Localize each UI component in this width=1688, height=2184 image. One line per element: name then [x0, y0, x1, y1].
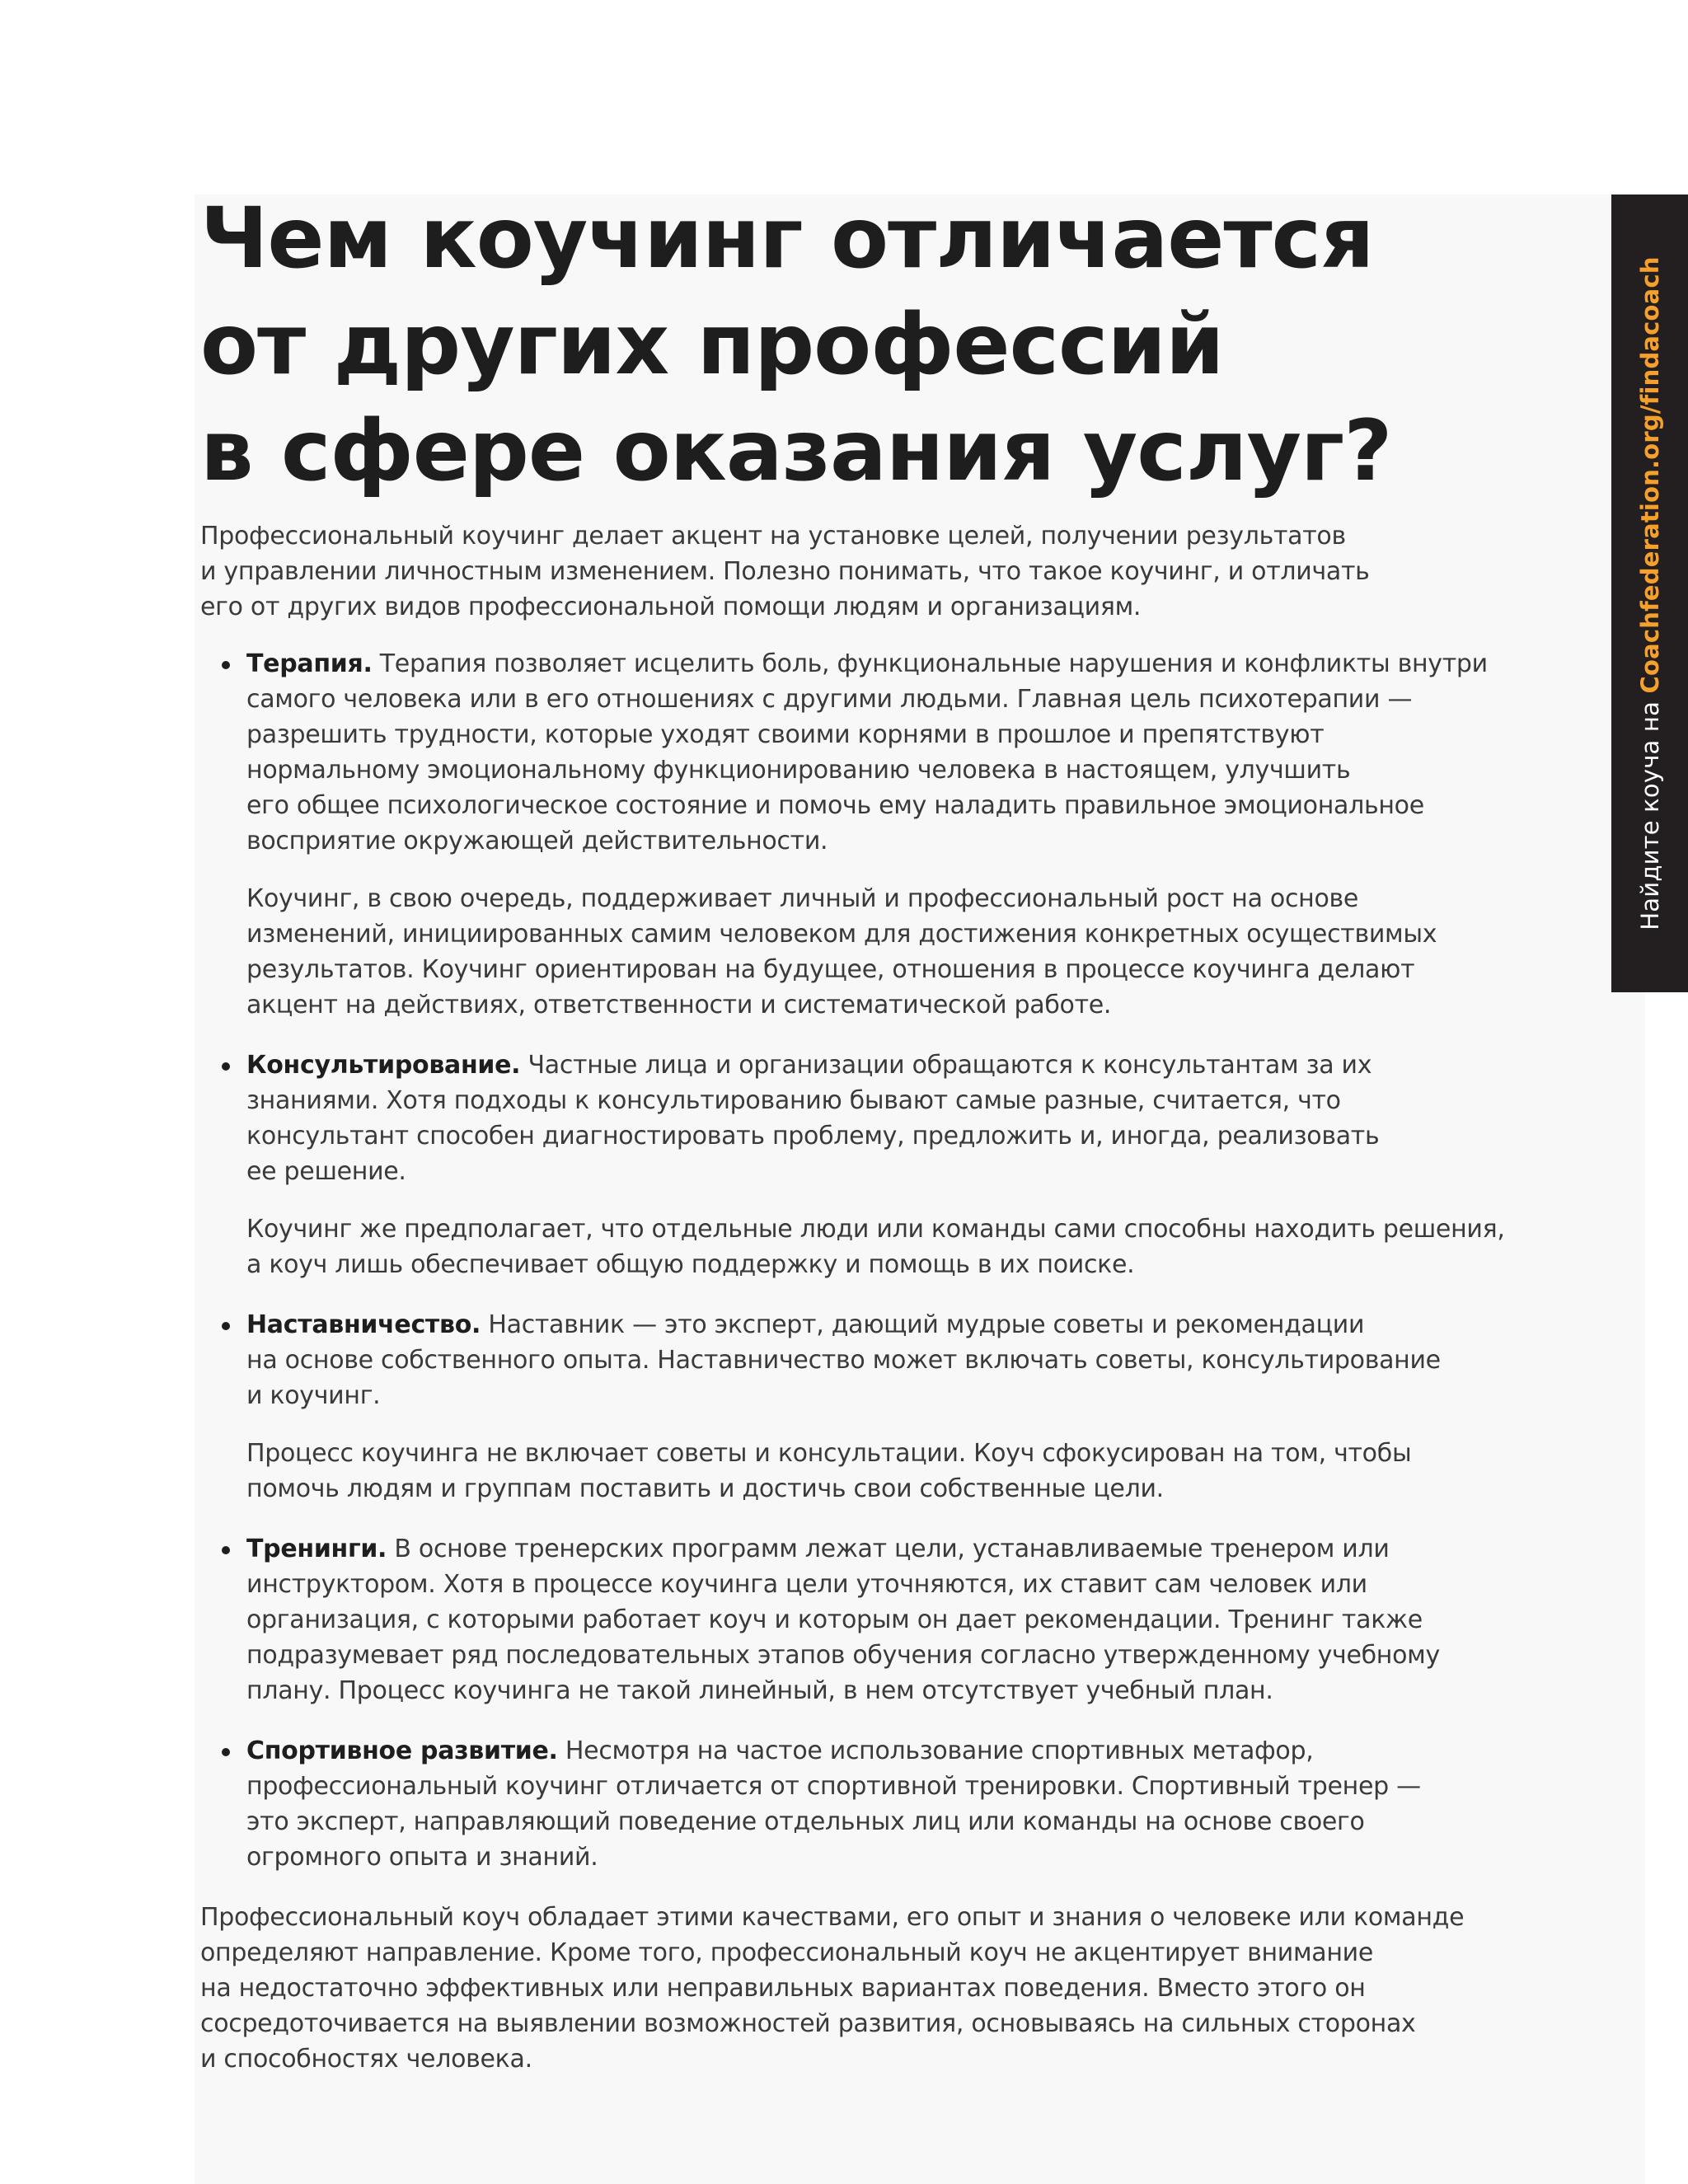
- page-title: [200, 185, 1552, 504]
- item-line: восприятие окружающей действительности.: [246, 827, 828, 855]
- item-line: знаниями. Хотя подходы к консультированию бывают самые разные, считается, что: [246, 1086, 1341, 1115]
- item-line: В основе тренерских программ лежат цели, устанавливаемые тренером или: [387, 1535, 1390, 1563]
- side-tab-text: [1636, 256, 1664, 930]
- item-line: это эксперт, направляющий поведение отдельных лиц или команды на основе своего: [246, 1807, 1365, 1836]
- item-line: Несмотря на частое использование спортивных метафор,: [557, 1736, 1314, 1765]
- item-line: его общее психологическое состояние и помочь ему наладить правильное эмоциональное: [246, 791, 1424, 820]
- side-tab-prefix: Найдите коуча на: [1636, 693, 1664, 930]
- item-follow-paragraph: [246, 1436, 1552, 1507]
- closing-paragraph: [200, 1900, 1552, 2077]
- title-line: в сфере оказания услуг?: [200, 402, 1392, 500]
- item-line: Частные лица и организации обращаются к консультантам за их: [520, 1051, 1372, 1080]
- item-line: организация, с которыми работает коуч и которым он дает рекомендации. Тренинг также: [246, 1605, 1423, 1634]
- item-follow-paragraph: [246, 1212, 1552, 1282]
- article: [200, 185, 1552, 2077]
- closing-line: определяют направление. Кроме того, профессиональный коуч не акцентирует внимание: [200, 1938, 1374, 1967]
- item-follow-line: акцент на действиях, ответственности и систематической работе.: [246, 991, 1112, 1019]
- item-paragraph: [246, 1047, 1552, 1189]
- title-line: Чем коучинг отличается: [200, 190, 1374, 288]
- intro-paragraph: [200, 518, 1552, 625]
- item-line: Терапия позволяет исцелить боль, функциональные нарушения и конфликты внутри: [372, 649, 1488, 678]
- item-line: ее решение.: [246, 1157, 406, 1186]
- closing-line: сосредоточивается на выявлении возможностей развития, основываясь на сильных сторонах: [200, 2009, 1416, 2038]
- item-follow-line: Процесс коучинга не включает советы и консультации. Коуч сфокусирован на том, чтобы: [246, 1439, 1412, 1468]
- item-term: Спортивное развитие.: [246, 1736, 558, 1765]
- closing-line: на недостаточно эффективных или неправильных вариантах поведения. Вместо этого он: [200, 1974, 1366, 2003]
- item-line: самого человека или в его отношениях с другими людьми. Главная цель психотерапии —: [246, 685, 1413, 714]
- item-line: нормальному эмоциональному функционированию человека в настоящем, улучшить: [246, 756, 1351, 785]
- intro-line: и управлении личностным изменением. Полезно понимать, что такое коучинг, и отличать: [200, 557, 1370, 586]
- item-line: плану. Процесс коучинга не такой линейный, в нем отсутствует учебный план.: [246, 1676, 1273, 1705]
- item-line: огромного опыта и знаний.: [246, 1843, 598, 1872]
- intro-line: его от других видов профессиональной помощи людям и организациям.: [200, 593, 1142, 621]
- profession-list: [200, 646, 1552, 1875]
- intro-line: Профессиональный коучинг делает акцент на установке целей, получении результатов: [200, 522, 1346, 551]
- item-line: профессиональный коучинг отличается от спортивной тренировки. Спортивный тренер —: [246, 1772, 1421, 1801]
- list-item: [246, 1047, 1552, 1282]
- item-follow-line: помочь людям и группам поставить и достичь свои собственные цели.: [246, 1474, 1164, 1503]
- item-follow-line: изменений, инициированных самим человеком для достижения конкретных осуществимых: [246, 920, 1437, 949]
- item-follow-paragraph: [246, 881, 1552, 1023]
- list-item: [246, 1531, 1552, 1708]
- item-line: Наставник — это эксперт, дающий мудрые советы и рекомендации: [481, 1310, 1365, 1339]
- item-paragraph: [246, 1531, 1552, 1708]
- item-follow-line: Коучинг же предполагает, что отдельные люди или команды сами способны находить решения,: [246, 1215, 1505, 1244]
- item-line: разрешить трудности, которые уходят своими корнями в прошлое и препятствуют: [246, 720, 1325, 749]
- item-paragraph: [246, 1733, 1552, 1875]
- find-a-coach-link[interactable]: Coachfederation.org/findacoach: [1636, 256, 1664, 694]
- item-follow-line: результатов. Коучинг ориентирован на будущее, отношения в процессе коучинга делают: [246, 955, 1415, 984]
- list-item: [246, 1307, 1552, 1507]
- item-term: Наставничество.: [246, 1310, 481, 1339]
- closing-line: Профессиональный коуч обладает этими качествами, его опыт и знания о человеке или команде: [200, 1903, 1465, 1932]
- item-line: и коучинг.: [246, 1381, 381, 1410]
- item-line: подразумевает ряд последовательных этапов обучения согласно утвержденному учебному: [246, 1641, 1440, 1670]
- item-term: Консультирование.: [246, 1051, 521, 1080]
- item-term: Терапия.: [246, 649, 373, 678]
- item-term: Тренинги.: [246, 1535, 387, 1563]
- list-item: [246, 646, 1552, 1023]
- title-line: от других профессий: [200, 296, 1224, 394]
- list-item: [246, 1733, 1552, 1875]
- closing-line: и способностях человека.: [200, 2045, 532, 2074]
- item-line: консультант способен диагностировать проблему, предложить и, иногда, реализовать: [246, 1122, 1380, 1151]
- item-follow-line: а коуч лишь обеспечивает общую поддержку и помощь в их поиске.: [246, 1250, 1135, 1279]
- item-paragraph: [246, 646, 1552, 859]
- item-follow-line: Коучинг, в свою очередь, поддерживает личный и профессиональный рост на основе: [246, 884, 1359, 913]
- item-line: инструктором. Хотя в процессе коучинга цели уточняются, их ставит сам человек или: [246, 1570, 1367, 1599]
- item-line: на основе собственного опыта. Наставничество может включать советы, консультирование: [246, 1346, 1441, 1375]
- item-paragraph: [246, 1307, 1552, 1413]
